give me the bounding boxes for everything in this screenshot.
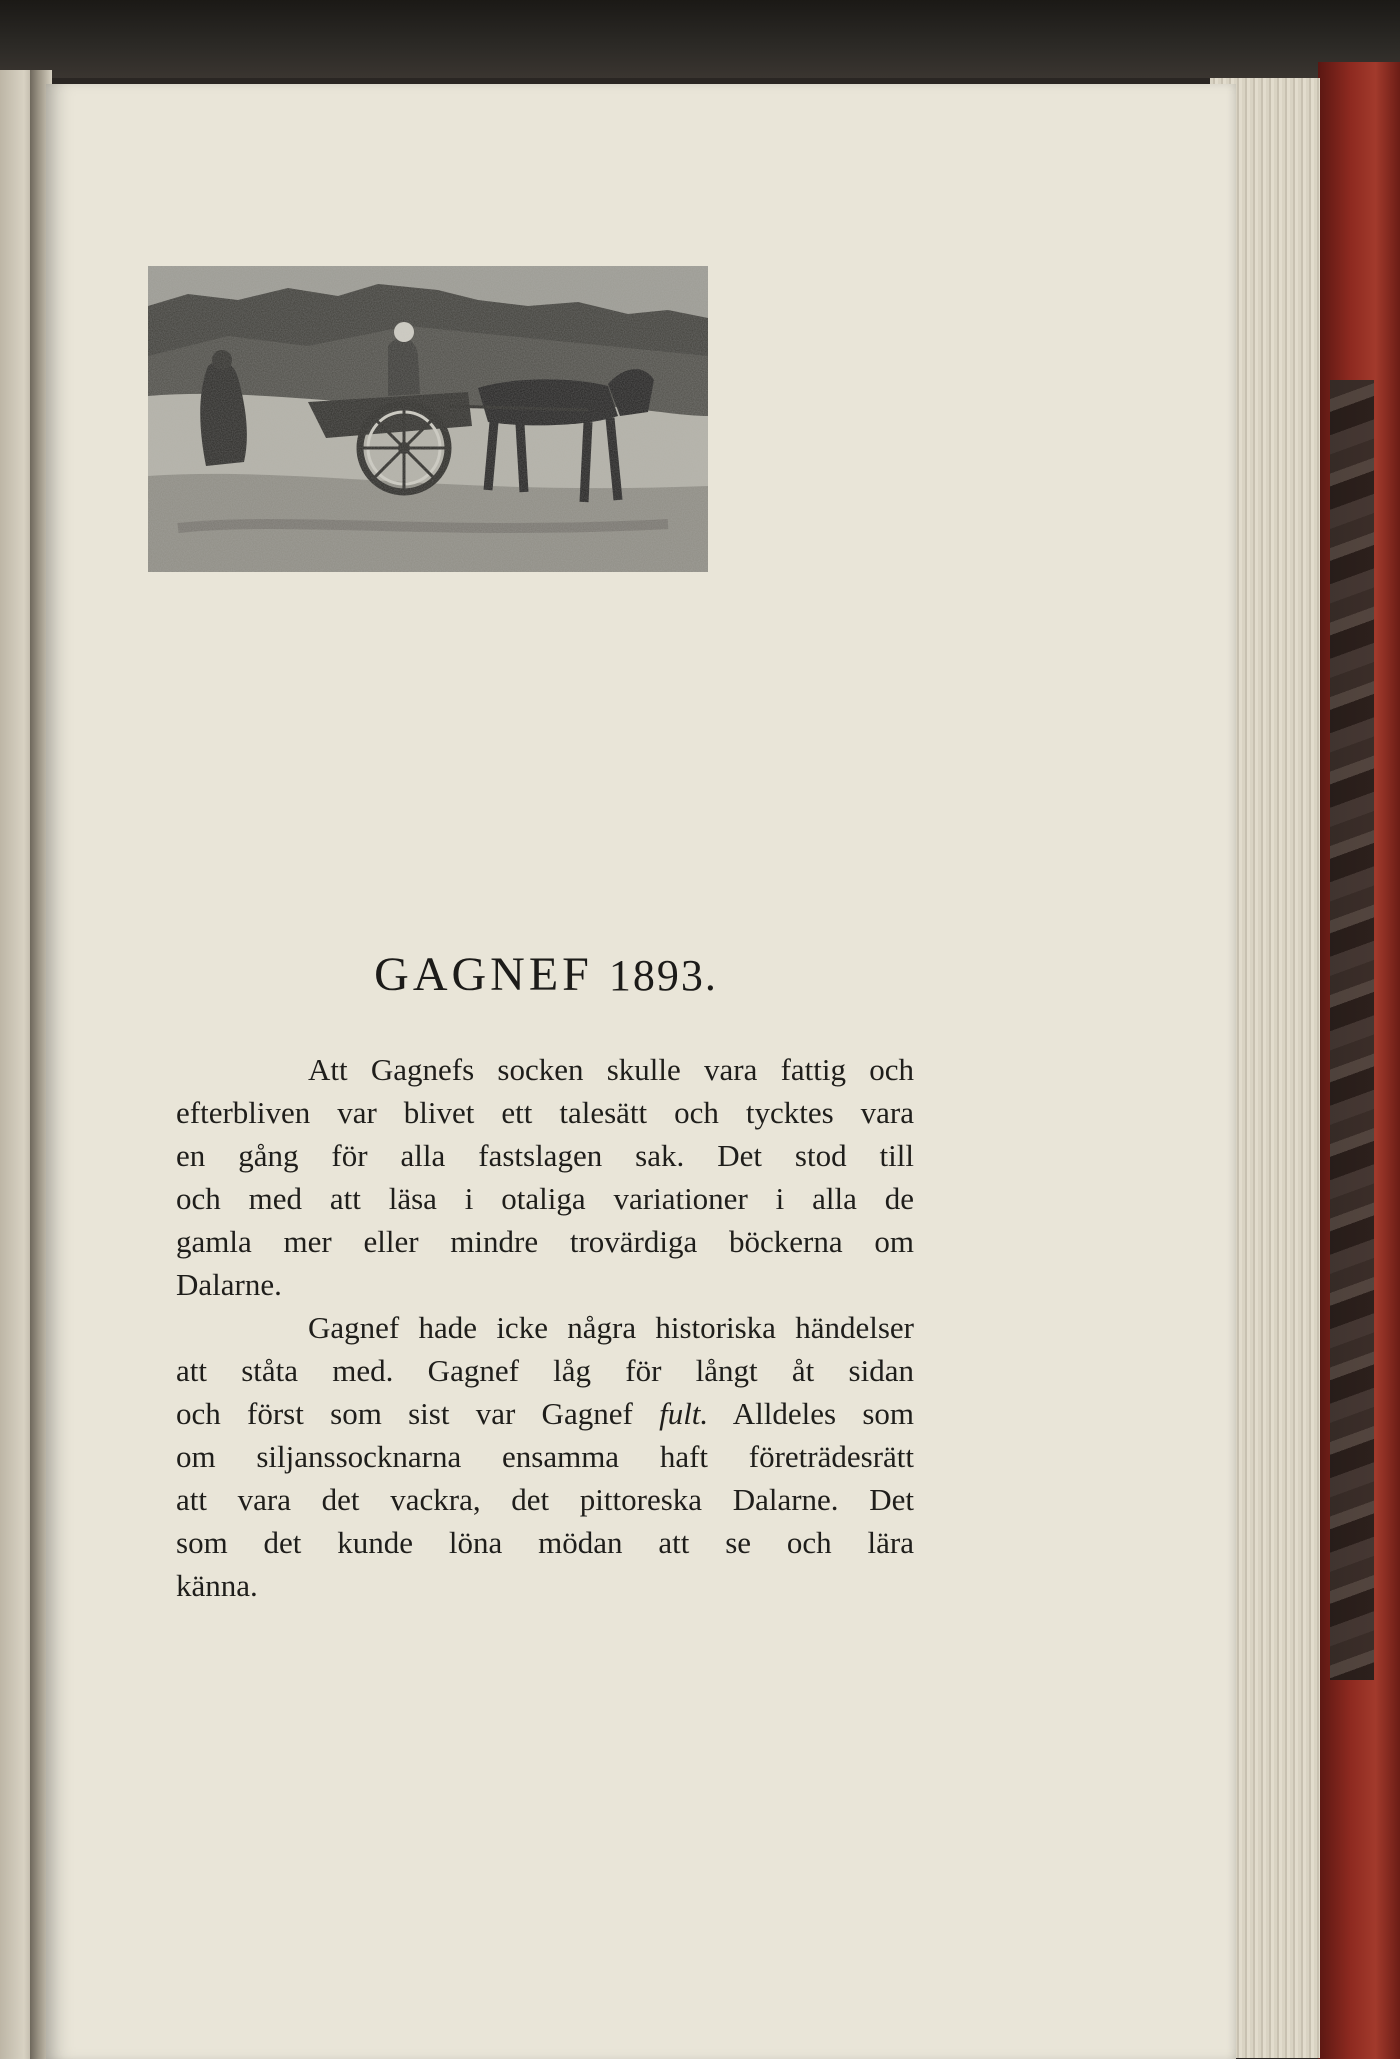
painting-horse-and-cart-icon [148,266,708,572]
book-binding-top [0,0,1400,78]
text-segment: Alldeles som [732,1396,914,1431]
heading-place: GAGNEF [374,948,593,1001]
text-line: som det kunde löna mödan att se och lära [176,1525,914,1560]
text-line: och med att läsa i otaliga variationer i alla de [176,1181,914,1216]
text-line: Dalarne. [176,1267,282,1302]
paragraph-2 [176,1306,914,1607]
text-line: en gång för alla fastslagen sak. Det stod till [176,1138,914,1173]
body-text [176,1048,914,1607]
text-line: Att Gagnefs socken skulle vara fattig och [308,1052,914,1087]
text-line: om siljanssocknarna ensamma haft företrädesrätt [176,1439,914,1474]
chapter-heading [196,947,896,1002]
text-line: att vara det vackra, det pittoreska Dalarne. Det [176,1482,914,1517]
text-line: gamla mer eller mindre trovärdiga böckerna om [176,1224,914,1259]
text-line: efterbliven var blivet ett talesätt och tycktes vara [176,1095,914,1130]
text-segment: och först som sist var Gagnef [176,1396,633,1431]
illustration-horse-cart [148,266,708,572]
heading-year: 1893. [608,951,718,1000]
text-line: att ståta med. Gagnef låg för långt åt sidan [176,1353,914,1388]
text-line [176,1392,914,1435]
italic-word: fult. [659,1396,709,1431]
text-line: känna. [176,1568,258,1603]
text-line: Gagnef hade icke några historiska händelser [308,1310,914,1345]
marbled-cover-panel [1330,380,1374,1680]
paragraph-1 [176,1048,914,1306]
